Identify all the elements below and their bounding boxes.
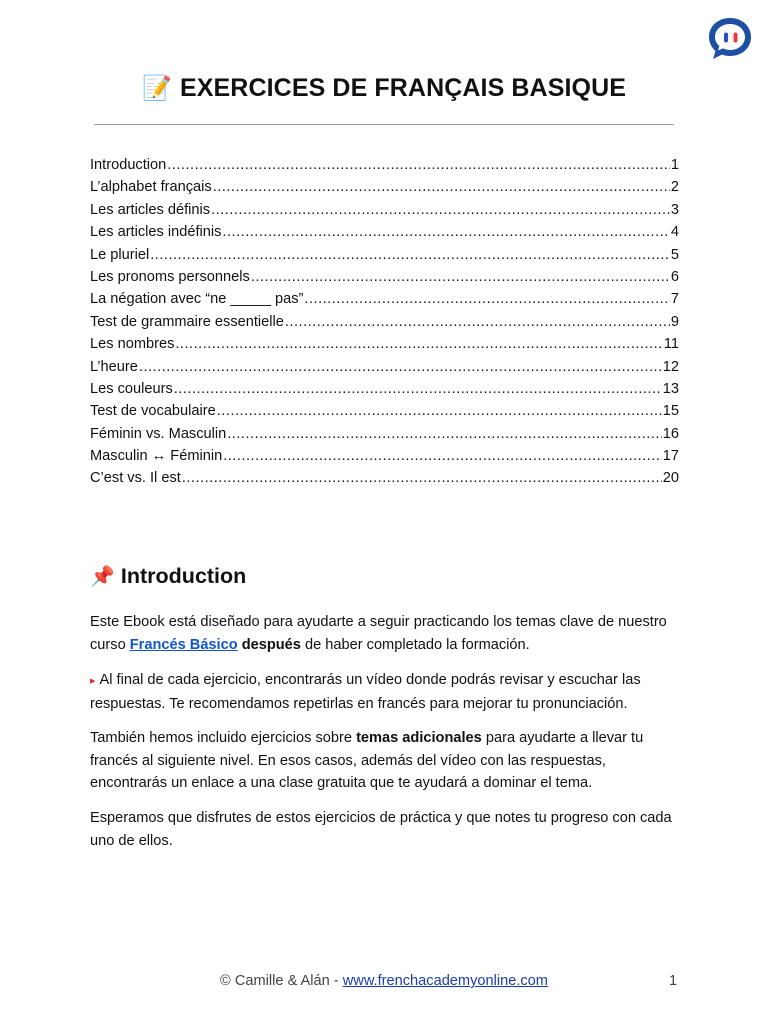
toc-entry-page: 9 (670, 313, 679, 330)
toc-leader-dots (223, 448, 662, 464)
page-number: 1 (669, 973, 678, 989)
frances-basico-link[interactable]: Francés Básico (129, 636, 238, 653)
toc-entry-page: 15 (662, 403, 679, 420)
toc-entry-page: 20 (662, 470, 679, 487)
toc-entry[interactable] (90, 224, 679, 246)
toc-entry-label: L’heure (90, 358, 138, 375)
toc-leader-dots (285, 314, 670, 330)
toc-leader-dots (175, 336, 662, 352)
toc-entry[interactable] (90, 448, 679, 470)
toc-entry[interactable] (90, 336, 679, 358)
toc-leader-dots (227, 426, 662, 442)
toc-leader-dots (222, 224, 669, 240)
toc-entry[interactable] (90, 269, 679, 291)
toc-leader-dots (217, 403, 662, 419)
p1-bold: después (241, 636, 301, 653)
section-heading (90, 564, 246, 589)
toc-entry[interactable] (90, 202, 679, 224)
footer (0, 973, 768, 989)
title-divider (94, 124, 674, 125)
toc-leader-dots (182, 470, 662, 486)
section-title: Introduction (120, 564, 247, 588)
toc-entry-label: Test de grammaire essentielle (90, 313, 284, 330)
intro-paragraph-2 (90, 669, 680, 715)
toc-leader-dots (150, 247, 670, 263)
toc-entry-label: Test de vocabulaire (90, 403, 216, 420)
toc-entry-page: 16 (662, 425, 679, 442)
pushpin-icon: 📌 (90, 566, 115, 588)
toc-entry[interactable] (90, 157, 679, 179)
intro-paragraph-4 (90, 807, 680, 852)
footer-website-link[interactable]: www.frenchacademyonline.com (342, 973, 548, 989)
toc-leader-dots (251, 269, 670, 285)
toc-entry-page: 1 (670, 157, 679, 173)
table-of-contents (90, 157, 679, 493)
toc-leader-dots (174, 381, 662, 397)
toc-entry-page: 12 (662, 358, 679, 375)
footer-copyright: © Camille & Alán - (220, 973, 343, 989)
toc-entry[interactable] (90, 359, 679, 381)
toc-entry-label: Les nombres (90, 336, 175, 353)
toc-entry-page: 2 (670, 179, 679, 196)
toc-entry-label: Masculin ↔ Féminin (90, 448, 223, 465)
toc-entry-page: 7 (670, 291, 679, 308)
p4-text: Esperamos que disfrutes de estos ejercicios de práctica y que notes tu progreso con cada uno de ellos. (90, 810, 672, 849)
toc-entry-label: Les pronoms personnels (90, 268, 250, 285)
toc-leader-dots (167, 157, 670, 173)
toc-leader-dots (211, 202, 670, 218)
p3-text-end: para ayudarte a llevar tu francés al siguiente nivel. En esos casos, además del vídeo con las respuestas, encontrarás un enlace a una clase gratuita que te ayudará a dominar el tema. (90, 730, 644, 791)
speech-bubble-french-flag-icon (707, 16, 753, 62)
toc-entry-page: 4 (670, 224, 679, 241)
toc-entry-label: L’alphabet français (90, 179, 212, 196)
toc-entry[interactable] (90, 314, 679, 336)
toc-entry[interactable] (90, 179, 679, 201)
toc-entry-page: 3 (670, 201, 679, 218)
toc-entry[interactable] (90, 426, 679, 448)
toc-entry[interactable] (90, 291, 679, 313)
intro-paragraph-3 (90, 727, 680, 795)
toc-entry[interactable] (90, 470, 679, 492)
toc-leader-dots (304, 291, 669, 307)
toc-entry-page: 17 (662, 448, 679, 465)
toc-entry-label: Introduction (90, 157, 167, 173)
toc-entry-label: Les couleurs (90, 380, 173, 397)
intro-paragraph-1 (90, 611, 680, 656)
p1-text-end: de haber completado la formación. (300, 636, 530, 653)
memo-icon: 📝 (142, 75, 172, 102)
toc-entry-page: 11 (663, 336, 679, 353)
toc-entry-page: 6 (670, 268, 679, 285)
toc-entry-label: C’est vs. Il est (90, 470, 181, 487)
toc-leader-dots (213, 179, 670, 195)
p3-text-start: También hemos incluido ejercicios sobre (90, 730, 357, 746)
triangle-bullet-icon: ▸ (90, 675, 96, 687)
toc-entry-label: Les articles indéfinis (90, 224, 222, 241)
toc-entry[interactable] (90, 247, 679, 269)
toc-entry-page: 13 (662, 380, 679, 397)
toc-entry[interactable] (90, 381, 679, 403)
toc-entry-label: Les articles définis (90, 201, 211, 218)
p2-text: Al final de cada ejercicio, encontrarás un vídeo donde podrás revisar y escuchar las respuestas. Te recomendamos repetirlas en francés para mejorar tu pronunciación. (90, 672, 641, 712)
page-title (0, 74, 768, 103)
toc-entry-label: Féminin vs. Masculin (90, 425, 227, 442)
p3-bold: temas adicionales (356, 730, 482, 746)
p1-text-start: Este Ebook está diseñado para ayudarte a seguir practicando los temas clave de nuestro curso (90, 614, 667, 653)
toc-leader-dots (139, 359, 662, 375)
toc-entry-page: 5 (670, 246, 679, 263)
toc-entry-label: La négation avec “ne _____ pas” (90, 291, 304, 308)
title-text: EXERCICES DE FRANÇAIS BASIQUE (179, 74, 626, 102)
toc-entry[interactable] (90, 403, 679, 425)
toc-entry-label: Le pluriel (90, 246, 150, 263)
